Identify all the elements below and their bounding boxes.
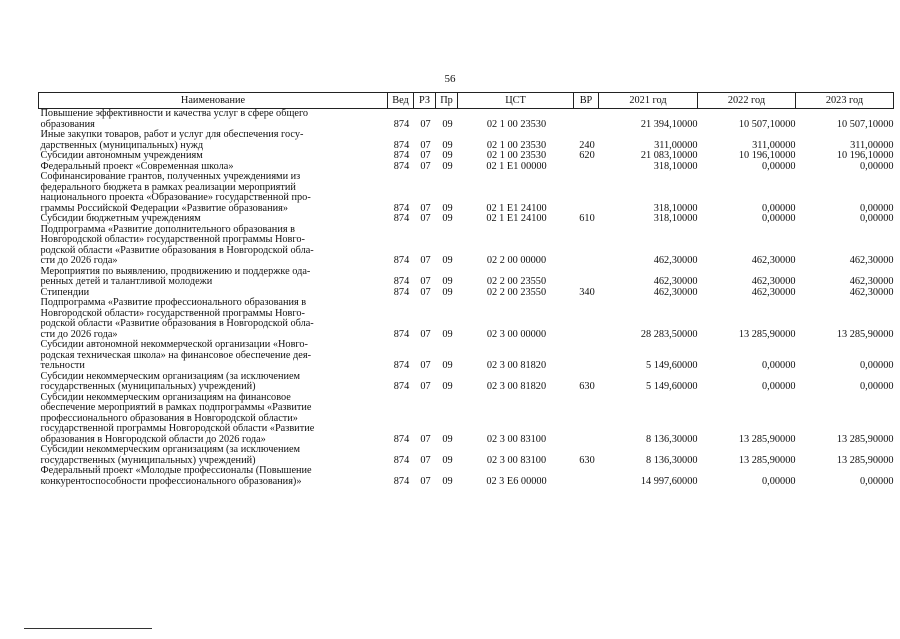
cell-vr [574,393,599,446]
cell-y2021: 5 149,60000 [646,381,698,392]
cell-y2023: 0,00000 [860,213,894,224]
cell-rz: 07 [420,213,431,224]
cell-name: Стипендии [40,286,90,298]
cell-vr [574,172,599,214]
header-cst: ЦСТ [458,93,574,109]
cell-vr [574,466,599,487]
cell-pr: 09 [442,381,453,392]
cell-pr: 09 [442,139,453,151]
cell-cst: 02 3 00 81820 [486,360,547,371]
cell-name: Субсидии бюджетным учреждениям [40,213,201,224]
cell-pr: 09 [442,433,453,445]
cell-ved: 874 [393,433,410,445]
cell-y2022: 10 196,10000 [738,150,796,161]
cell-pr: 09 [442,150,453,161]
footer-divider [24,628,152,629]
cell-vr [574,109,599,131]
cell-cst: 02 3 00 00000 [486,328,547,340]
page-number: 56 [444,73,456,85]
cell-name: Субсидии некоммерческим организациям на финансовое обеспечение мероприятий в рамках подпрограммы «Развитие профессионального образования в Новгородской области» государственной программы Новгородской области «Развитие образования в Новгородской области до 2026 года» [40,391,315,445]
table-row [39,466,894,487]
cell-pr: 09 [442,255,453,266]
cell-y2021: 318,10000 [653,213,698,224]
cell-y2023: 0,00000 [860,381,894,392]
cell-y2023: 13 285,90000 [836,454,894,466]
cell-cst: 02 2 00 00000 [486,255,547,266]
cell-y2023: 0,00000 [860,202,894,214]
cell-y2021: 5 149,60000 [646,360,698,371]
cell-rz: 07 [420,286,431,298]
cell-name: Субсидии автономной некоммерческой организации «Новго- родская техническая школа» на финансовое обеспечение дея- тельности [40,339,312,371]
cell-ved: 874 [393,118,410,130]
cell-ved: 874 [393,202,410,214]
header-ved: Вед [388,93,414,109]
cell-pr: 09 [442,454,453,466]
header-2022: 2022 год [698,93,796,109]
cell-rz: 07 [420,433,431,445]
cell-ved: 874 [393,454,410,466]
cell-y2021: 8 136,30000 [646,454,698,466]
cell-name: Мероприятия по выявлению, продвижению и поддержке ода- ренных детей и талантливой молодежи [40,265,311,287]
cell-y2022: 10 507,10000 [738,118,796,130]
cell-y2021: 21 394,10000 [640,118,698,130]
cell-y2023: 311,00000 [850,139,894,151]
cell-name: Субсидии автономным учреждениям [40,150,203,161]
cell-y2021: 8 136,30000 [646,433,698,445]
cell-name: Подпрограмма «Развитие профессионального образования в Новгородской области» государственной программы Новго- родской области «Развитие образования в Новгородской обла- сти до 2026 года» [40,297,314,340]
table-row [39,445,894,466]
cell-cst: 02 1 E1 00000 [486,160,547,172]
cell-rz: 07 [420,475,431,487]
header-2023: 2023 год [796,93,894,109]
cell-y2021: 311,00000 [654,139,698,151]
cell-vr [574,162,599,173]
cell-rz: 07 [420,255,431,266]
cell-vr [574,298,599,340]
cell-rz: 07 [420,160,431,172]
cell-rz: 07 [420,150,431,161]
cell-name: Субсидии некоммерческим организациям (за исключением государственных (муниципальных) учреждений) [40,370,301,392]
cell-ved: 874 [393,139,410,151]
cell-rz: 07 [420,118,431,130]
table-row [39,298,894,340]
cell-y2022: 462,30000 [751,255,796,266]
header-pr: Пр [436,93,458,109]
cell-y2021: 14 997,60000 [640,475,698,487]
cell-ved: 874 [393,475,410,487]
cell-vr [574,340,599,372]
cell-cst: 02 3 00 83100 [486,433,547,445]
cell-y2022: 13 285,90000 [738,454,796,466]
cell-ved: 874 [393,381,410,392]
cell-vr: 630 [579,454,595,466]
cell-y2021: 21 083,10000 [640,150,698,161]
cell-cst: 02 1 00 23530 [486,118,547,130]
cell-y2021: 28 283,50000 [640,328,698,340]
cell-y2021: 462,30000 [653,255,698,266]
cell-vr: 340 [579,286,595,298]
cell-y2022: 0,00000 [762,360,796,371]
header-2021: 2021 год [599,93,698,109]
cell-y2023: 10 507,10000 [836,118,894,130]
cell-y2022: 0,00000 [762,213,796,224]
cell-cst: 02 1 E1 24100 [486,213,547,224]
cell-y2022: 0,00000 [762,475,796,487]
cell-rz: 07 [420,276,431,287]
cell-y2021: 318,10000 [653,160,698,172]
table-row [39,340,894,372]
cell-vr: 620 [579,150,595,161]
table-row [39,214,894,225]
cell-cst: 02 3 00 83100 [486,454,547,466]
cell-cst: 02 3 E6 00000 [486,475,547,487]
cell-name: Подпрограмма «Развитие дополнительного образования в Новгородской области» государственной программы Новго- родской области «Развитие образования в Новгородской обла- сти до 2026 года» [40,223,314,266]
cell-pr: 09 [442,328,453,340]
cell-y2023: 10 196,10000 [836,150,894,161]
cell-pr: 09 [442,118,453,130]
header-vr: ВР [574,93,599,109]
cell-ved: 874 [393,286,410,298]
cell-y2023: 13 285,90000 [836,433,894,445]
table-row [39,267,894,288]
cell-pr: 09 [442,202,453,214]
table-row [39,109,894,131]
cell-pr: 09 [442,475,453,487]
cell-y2023: 462,30000 [849,276,894,287]
cell-rz: 07 [420,454,431,466]
cell-pr: 09 [442,286,453,298]
cell-y2023: 0,00000 [860,475,894,487]
table-row [39,393,894,446]
cell-rz: 07 [420,381,431,392]
cell-rz: 07 [420,202,431,214]
cell-y2021: 462,30000 [653,276,698,287]
table-row [39,130,894,151]
cell-y2023: 13 285,90000 [836,328,894,340]
cell-name: Федеральный проект «Современная школа» [40,160,234,172]
cell-y2023: 462,30000 [849,255,894,266]
cell-y2021: 318,10000 [653,202,698,214]
cell-rz: 07 [420,328,431,340]
table-body [39,109,894,488]
cell-cst: 02 1 00 23530 [486,150,547,161]
cell-name: Субсидии некоммерческим организациям (за исключением государственных (муниципальных) учреждений) [40,444,301,466]
cell-ved: 874 [393,160,410,172]
header-rz: РЗ [414,93,436,109]
cell-name: Федеральный проект «Молодые профессионалы (Повышение конкурентоспособности профессионального образования)» [40,465,312,487]
cell-pr: 09 [442,213,453,224]
cell-ved: 874 [393,213,410,224]
cell-pr: 09 [442,160,453,172]
cell-pr: 09 [442,276,453,287]
cell-cst: 02 1 00 23530 [486,139,547,151]
cell-cst: 02 2 00 23550 [486,276,547,287]
table-row [39,172,894,214]
budget-table [38,92,894,487]
table-row [39,372,894,393]
cell-vr: 630 [579,381,595,392]
header-name: Наименование [39,93,388,109]
cell-y2022: 311,00000 [752,139,796,151]
cell-ved: 874 [393,360,410,371]
cell-y2023: 0,00000 [860,160,894,172]
cell-cst: 02 3 00 81820 [486,381,547,392]
cell-vr [574,267,599,288]
cell-rz: 07 [420,360,431,371]
cell-name: Повышение эффективности и качества услуг в сфере общего образования [40,108,309,130]
table-header-row [39,93,894,109]
cell-y2023: 0,00000 [860,360,894,371]
cell-y2023: 462,30000 [849,286,894,298]
cell-cst: 02 2 00 23550 [486,286,547,298]
cell-name: Софинансирование грантов, полученных учреждениями из федерального бюджета в рамках реализации мероприятий национального проекта «Образование» государственной про- граммы Российской Федерации «Развитие образования» [40,171,311,214]
cell-y2022: 0,00000 [762,160,796,172]
cell-name: Иные закупки товаров, работ и услуг для обеспечения госу- дарственных (муниципальных) нужд [40,129,304,151]
cell-y2021: 462,30000 [653,286,698,298]
cell-y2022: 13 285,90000 [738,328,796,340]
cell-y2022: 13 285,90000 [738,433,796,445]
cell-y2022: 462,30000 [751,276,796,287]
table-row [39,151,894,162]
cell-y2022: 462,30000 [751,286,796,298]
cell-vr [574,225,599,267]
cell-cst: 02 1 E1 24100 [486,202,547,214]
cell-ved: 874 [393,328,410,340]
cell-ved: 874 [393,150,410,161]
cell-y2022: 0,00000 [762,381,796,392]
cell-vr: 240 [579,139,595,151]
cell-y2022: 0,00000 [762,202,796,214]
cell-ved: 874 [393,276,410,287]
cell-ved: 874 [393,255,410,266]
table-row [39,225,894,267]
cell-rz: 07 [420,139,431,151]
cell-vr: 610 [579,213,595,224]
cell-pr: 09 [442,360,453,371]
